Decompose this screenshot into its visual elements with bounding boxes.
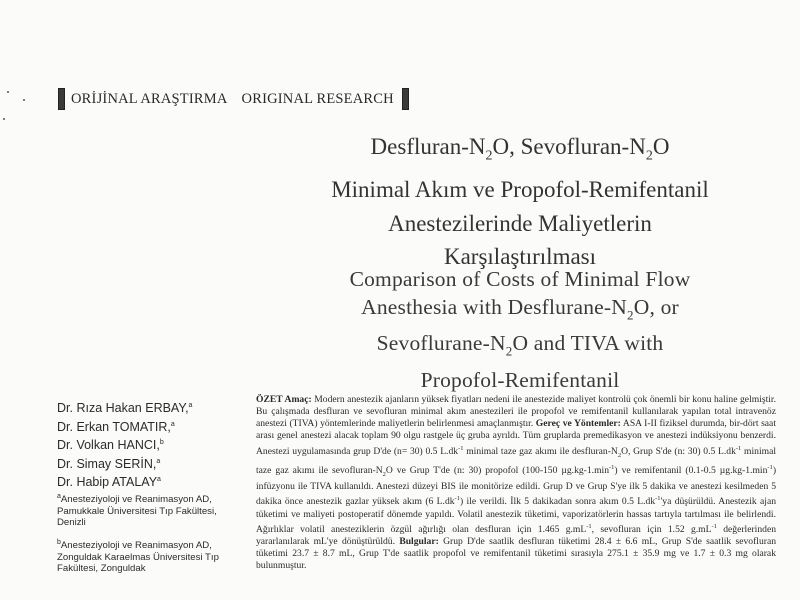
title-tr-line-3: Anestezilerinde Maliyetlerin	[388, 210, 652, 236]
scan-speck	[3, 118, 5, 120]
scan-speck	[7, 91, 9, 93]
title-en-line-2: Anesthesia with Desflurane-$N_2O$, or	[361, 295, 679, 323]
author-name: Dr. Rıza Hakan ERBAY,$^a$	[57, 401, 193, 416]
title-english	[240, 265, 800, 394]
title-tr-line-4: Karşılaştırılması	[443, 244, 597, 270]
header-bar-left	[58, 88, 65, 110]
header-bar-right	[402, 88, 409, 110]
article-type-header	[58, 88, 409, 110]
abstract-text: ÖZET Amaç: Modern anestezik ajanların yüksek fiyatları nedeni ile anestezide maliyet kontrolü çok önemli bir konu haline gelmiştir. Bu çalışmada desfluran ve sevofluran minimal akım anestezileri ile propofol ve remifentanil kullanılarak yapılan total intravenöz anestezi (TIVA) yöntemlerinde maliyetlerin belirlenmesi amaçlanmıştır. Gereç ve Yöntemler: ASA I-II fiziksel durumda, bir-dört saat arası genel anestezi alacak toplam 90 olgu rastgele üç gruba ayrıldı. Tüm gruplarda premedikasyon ve anestezi indüksiyonu benzerdi. Anestezi uygulamasında grup D'de (n= 30) 0.5 $L.dk^{-1}$ minimal taze gaz akımı ile desfluran-$N_2O$, Grup S'de (n: 30) 0.5 $L.dk^{-1}$ minimal taze gaz akımı ile sevofluran-$N_2O$ ve Grup T'de (n: 30) propofol (100-150 $\mu g.kg-1.\min^{-1}$) ve remifentanil (0.1-0.5 $\mu g.kg-1.\min^{-1}$) infüzyonu ile TIVA kullanıldı. Anestezi düzeyi BIS ile monitörize edildi. Grup D ve Grup S'ye ilk 5 dakika ve anestezi kesilmeden 5 dakika önce anestezik gazlar yüksek akım (6 $L.dk^{-1}$) ile verildi. İlk 5 dakikadan sonra akım 0.5 $L.dk^{-1}'ya$ düşürüldü. Anestezik ajan tüketimi ve maliyeti postoperatif dönemde yapıldı. Volatil anestezik tüketimi, vaporizatörlerin hassas tartıyla tartılması ile belirlendi. Ağırlıklar volatil anesteziklerin özgül ağırlığı olan desfluran için 1.465 $g.mL^{-1}$, sevofluran için 1.52 $g.mL^{-1}$ değerlerinden yararlanılarak mL'ye dönüştürüldü. Bulgular: Grup D'de saatlik desfluran tüketimi 28.4 ± 6.6 mL, Grup S'de saatlik sevofluran tüketimi 23.7 ± 8.7 mL, Grup T'de saatlik propofol ve remifentanil tüketimi sırasıyla 275.1 ± 35.9 mg ve 1.7 ± 0.3 mg olarak bulunmuştur.	[256, 394, 776, 572]
affiliation-a: $^a$Anesteziyoloji ve Reanimasyon AD, Pamukkale Üniversitesi Tıp Fakültesi, Denizli	[57, 493, 217, 529]
author-list	[57, 398, 192, 491]
author-name: Dr. Erkan TOMATIR,$^a$	[57, 419, 175, 434]
author-name: Dr. Habip ATALAY$^a$	[57, 475, 161, 490]
affiliation-b: $^b$Anesteziyoloji ve Reanimasyon AD, Zonguldak Karaelmas Üniversitesi Tıp Fakültesi, Zonguldak	[57, 539, 219, 575]
scan-speck	[23, 99, 25, 101]
author-name: Dr. Simay SERİN,$^a$	[57, 456, 161, 471]
title-tr-line-1: Desfluran-$N_2O$, Sevofluran-$N_2O$	[370, 134, 670, 164]
title-turkish	[240, 130, 800, 274]
title-en-line-4: Propofol-Remifentanil	[420, 367, 620, 392]
article-type-en: ORIGINAL RESEARCH	[241, 90, 394, 107]
title-en-line-1: Comparison of Costs of Minimal Flow	[349, 267, 691, 291]
title-en-line-3: Sevoflurane-$N_2O$ and TIVA with	[376, 331, 664, 359]
author-name: Dr. Volkan HANCI,$^b$	[57, 438, 164, 453]
article-type-tr: ORİJİNAL ARAŞTIRMA	[71, 90, 228, 107]
title-tr-line-2: Minimal Akım ve Propofol-Remifentanil	[331, 177, 709, 203]
